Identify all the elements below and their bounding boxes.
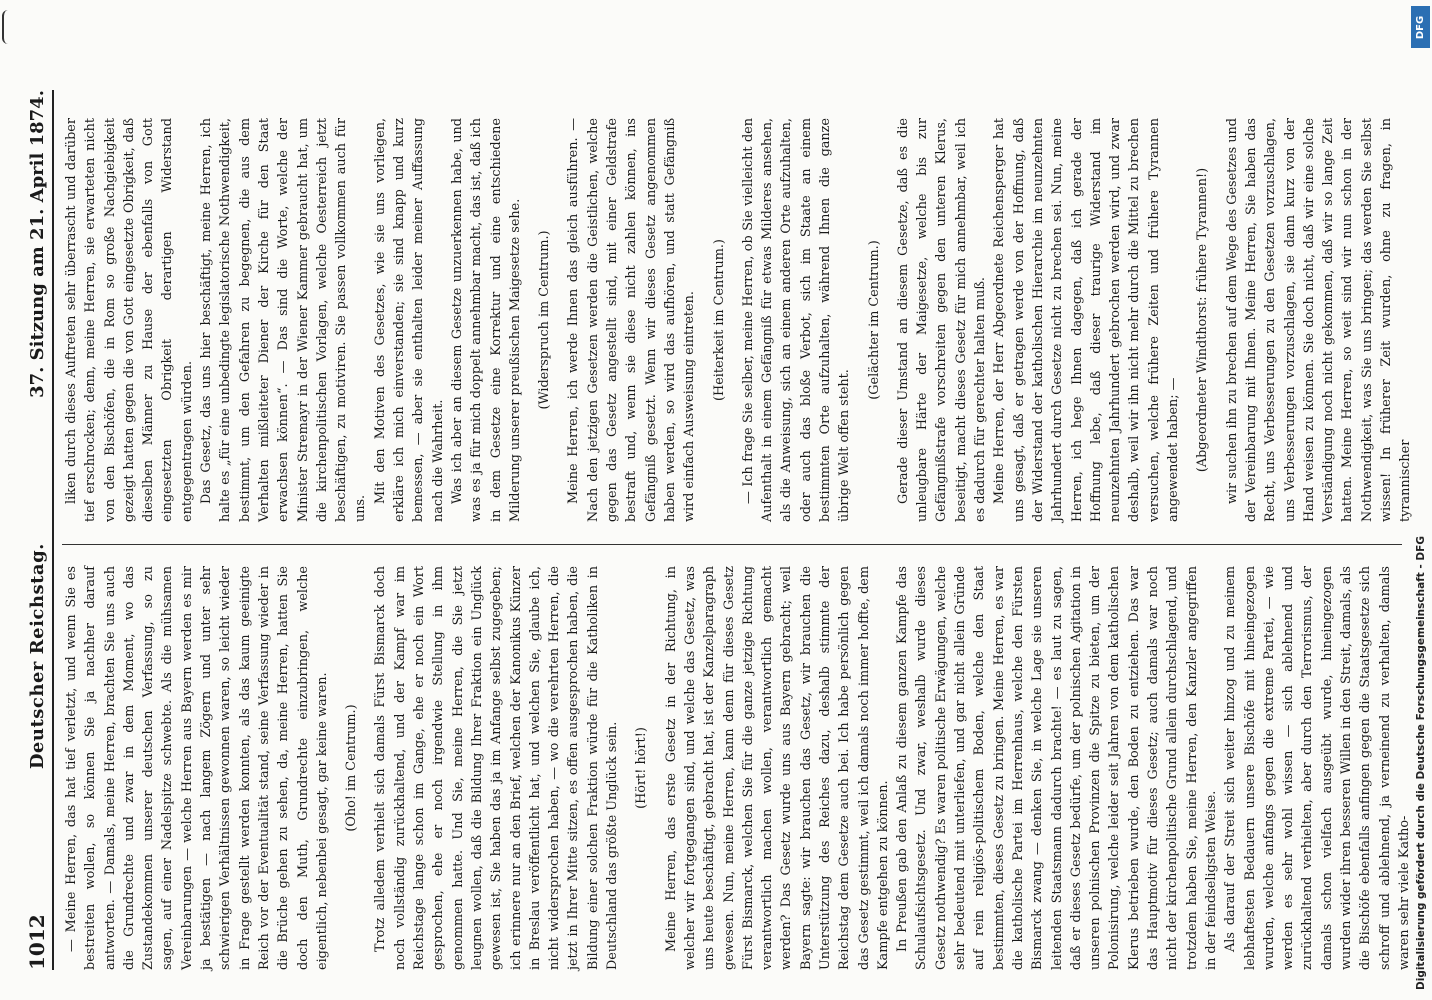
paragraph: Das Gesetz, das uns hier beschäftigt, meine Herren, ich halte es „für eine unbedingte legislatorische Nothwendigkeit, bestimmt, um den Gefahren zu begegnen, die aus dem Verhalten mißleiteter Diener der Kirche für den Staat erwachsen können“. — Das sind die Worte, welche der Minister Stremayr in der Wiener Kammer gebraucht hat, um die kirchenpolitischen Vorlagen, welche Oesterreich jetzt beschäftigen, zu motiviren. Sie passen vollkommen auch für uns. [199,118,369,522]
interjection: (Oho! im Centrum.) [344,704,360,832]
paragraph: Meine Herren, ich werde Ihnen das gleich ausführen. — Nach den jetzigen Gesetzen werden die Geistlichen, welche gegen das Gesetz angestellt sind, mit einer Geldstrafe bestraft und, wenn sie diese nicht zahlen können, ins Gefängniß gesetzt. Wenn wir dieses Gesetz angenommen haben werden, so wird das aufhören, und statt Gefängniß wird einfach Ausweisung eintreten. [566,118,698,522]
paragraph: liken durch dieses Auftreten sehr überrascht und darüber tief erschrocken; denn, meine Herren, sie erwarteten nicht von den Bischöfen, die in Rom so große Nachgiebigkeit gezeigt hatten gegen die von Gott eingesetzte Obrigkeit, daß dieselben Männer zu Hause der ebenfalls von Gott eingesetzten Obrigkeit derartigen Widerstand entgegentragen würden. [64,118,195,522]
interjection: (Hört! hört!) [634,727,650,809]
interjection: (Abgeordneter Windthorst: frühere Tyrannen!) [1195,167,1211,473]
interjection: (Gelächter im Centrum.) [866,240,882,400]
text-column-left [62,566,1412,970]
page-number: 1012 [25,914,49,970]
paragraph: In Preußen gab den Anlaß zu diesem ganzen Kampfe das Schulaufsichtsgesetz. Und zwar, weshalb wurde dieses Gesetz nothwendig? Es waren politische Erwägungen, welche sehr bedeutend mit unterliefen, und gar nicht allein Gründe auf rein religiös-politischem Boden, welche den Staat bestimmten, dieses Gesetz zu bringen. Meine Herren, es war die katholische Partei im Herrenhaus, welche den Fürsten Bismarck zwang — denken Sie, in welche Lage sie unseren leitenden Staatsmann dadurch brachte! — es laut zu sagen, daß er dieses Gesetz bedürfe, um der polnischen Agitation in unseren polnischen Provinzen die Spitze zu bieten, um der Polonisirung, welche leider seit Jahren von dem katholischen Klerus betrieben wurde, den Boden zu entziehen. Das war das Hauptmotiv für dieses Gesetz; auch damals war noch nicht der kirchenpolitische Grund allein durchschlagend, und trotzdem haben Sie, meine Herren, den Kanzler angegriffen in der feindseligsten Weise. [895,566,1219,970]
column-divider [62,544,1402,545]
interjection: (Widerspruch im Centrum.) [537,230,553,410]
paragraph: — Meine Herren, das hat tief verletzt, und wenn Sie es bestreiten wollen, so können Sie ja nachher darauf antworten. — Damals, meine Herren, brachten Sie uns auch die Grundrechte und zwar in dem Moment, wo das Zustandekommen unserer deutschen Verfassung, so zu sagen, auf einer Nadelspitze schwebte. Als die mühsamen Vereinbarungen — welche Herren aus Bayern werden es mir ja bestätigen — nach langem Zögern und unter sehr schwierigen Verhältnissen gewonnen waren, so leicht wieder in Frage gestellt werden konnten, als das kaum geeinigte Reich vor der Eventualität stand, seine Verfassung wieder in die Brüche gehen zu sehen, da, meine Herren, hatten Sie doch den Muth, Grundrechte einzubringen, welche eigentlich, nebenbei gesagt, gar keine waren. [64,566,330,970]
page-header [22,90,54,970]
session-date: 37. Sitzung am 21. April 1874. [26,90,48,398]
paragraph: Trotz alledem verhielt sich damals Fürst Bismarck doch noch vollständig zurückhaltend, und der Kampf war im Reichstage lange schon im Gange, ehe er noch ein Wort gesprochen, ehe er noch irgendwie Stellung in ihm genommen hatte. Und Sie, meine Herren, die Sie jetzt leugnen wollen, daß die Bildung Ihrer Fraktion ein Unglück gewesen ist, Sie haben das ja im Anfange selbst zugegeben; ich erinnere nur an den Brief, welchen der Kanonikus Künzer in Breslau veröffentlicht hat, und welchen Sie, glaube ich, nicht widersprochen haben, — wo die verehrten Herren, die jetzt in Ihrer Mitte sitzen, es offen ausgesprochen haben, die Bildung einer solchen Fraktion würde für die Katholiken in Deutschland das größte Unglück sein. [373,566,621,970]
paragraph: — Ich frage Sie selber, meine Herren, ob Sie vielleicht den Aufenthalt in einem Gefängniß für etwas Milderes ansehen, als die Anweisung, sich an einem anderen Orte aufzuhalten, oder auch das bloße Verbot, sich im Staate an einem bestimmten Orte aufzuhalten, während Ihnen die ganze übrige Welt offen steht. [740,118,853,522]
paragraph: Meine Herren, das erste Gesetz in der Richtung, in welcher wir fortgegangen sind, und welche das Gesetz, was uns heute beschäftigt, gebracht hat, ist der Kanzelparagraph gewesen. Nun, meine Herren, kann denn für dieses Gesetz Fürst Bismarck, welchen Sie für die ganze jetzige Richtung verantwortlich machen wollen, verantwortlich gemacht werden? Das Gesetz wurde uns aus Bayern gebracht; weil Bayern sagte: wir brauchen das Gesetz, wir brauchen die Unterstützung des Reiches dazu, deshalb stimmte der Reichstag dem Gesetze auch bei. Ich habe persönlich gegen das Gesetz gestimmt, weil ich damals noch immer hoffte, dem Kampfe entgehen zu können. [663,566,891,970]
sponsor-text: Digitalisierung gefördert durch die Deutsche Forschungsgemeinschaft - DFG [1415,536,1427,990]
paragraph: Gerade dieser Umstand an diesem Gesetze, daß es die unleugbare Härte der Maigesetze, welche bis zur Gefängnißstrafe vorschreiten gegen den unteren Klerus, beseitigt, macht dieses Gesetz für mich annehmbar, weil ich es dadurch für gerechter halten muß. [895,118,989,522]
paragraph: wir suchen ihn zu brechen auf dem Wege des Gesetzes und der Vereinbarung mit Ihnen. Meine Herren, Sie haben das Recht, uns Verbesserungen zu den Gesetzen vorzuschlagen, uns Verbesserungen vorzuschlagen, sie dann kurz von der Hand weisen zu können. Sie doch nicht, daß wir eine solche Verständigung noch nicht gekommen, daß wir so lange Zeit hatten. Meine Herren, so weit sind wir nun schon in der Nothwendigkeit, was Sie uns bringen; das werden Sie selbst wissen! In früherer Zeit wurden, ohne zu fragen, in tyrannischer [1224,118,1414,522]
paragraph: Als darauf der Streit sich weiter hinzog und zu meinem lebhaftesten Bedauern unsere Bischöfe mit hineingezogen wurden, welche anfangs gegen die extreme Partei, — wie werden es sehr wohl wissen — sich ablehnend und zurückhaltend verhielten, aber durch den Terrorismus, der damals schon vielfach ausgeübt wurde, hineingezogen wurden wider ihren besseren Willen in den Streit, damals, als die Bischöfe ebenfalls anfingen gegen die Staatsgesetze sich schroff und ablehnend, ja verneinend zu verhalten, damals waren sehr viele Katho- [1223,566,1412,970]
dfg-logo-text: DFG [1415,15,1426,39]
text-column-right [62,118,1414,522]
paragraph: Was ich aber an diesem Gesetze unzuerkennen habe, und was es ja für mich doppelt annehmbar macht, das ist, daß ich in dem Gesetze eine Korrektur und eine entschiedene Milderung unserer preußischen Maigesetze sehe. [449,118,523,522]
interjection: (Heiterkeit im Centrum.) [711,239,727,401]
paragraph: Mit den Motiven des Gesetzes, wie sie uns vorliegen, erkläre ich mich einverstanden; sie sind knapp und kurz bemessen, — aber sie enthalten leider meiner Auffassung nach die Wahrheit. [372,118,446,522]
publication-title: Deutscher Reichstag. [26,543,48,770]
sponsor-strip [1410,30,1432,990]
paragraph: Meine Herren, der Herr Abgeordnete Reichensperger hat uns gesagt, daß er getragen werde von der Hoffnung, daß der Widerstand der katholischen Hierarchie im neunzehnten Jahrhundert durch Gesetze nicht zu brechen sei. Nun, meine Herren, ich hege Ihnen dagegen, daß ich gerade der Hoffnung lebe, daß dieser traurige Widerstand im neunzehnten Jahrhundert gebrochen werden wird, und zwar deshalb, weil wir ihn nicht mehr durch die Mittel zu brechen versuchen, welche frühere Zeiten und frühere Tyrannen angewendet haben; — [992,118,1182,522]
